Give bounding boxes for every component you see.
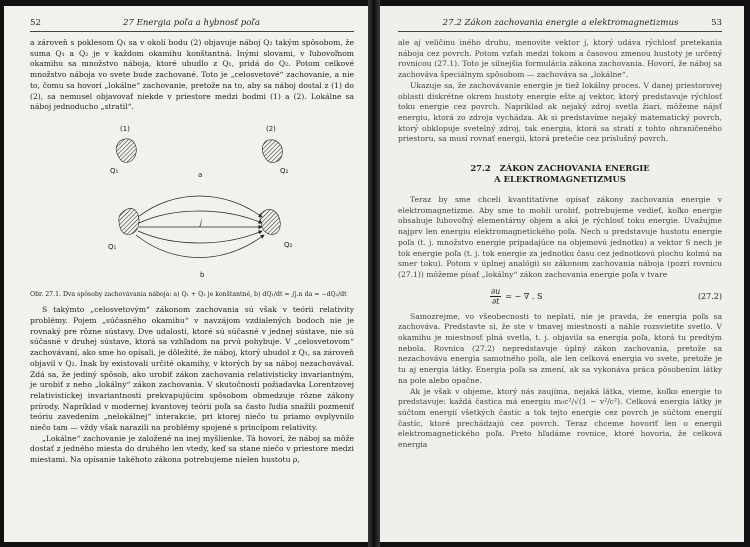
section-title-line-2: A ELEKTROMAGNETIZMUS (494, 174, 626, 185)
figure-label-2: (2) (266, 124, 276, 133)
figure-label-1: (1) (120, 124, 130, 133)
figure-label-a: a (198, 170, 203, 179)
figure-27-1 (34, 119, 354, 289)
right-paragraph-1: ale aj veličinu iného druhu, menovite vektor j, ktorý udáva rýchlosť pretekania náboja cez povrch. Potom vzťah medzi tokom a časovou zmenou hustoty je určený rovnicou (27.1). Toto je silnejšia formulácia zákona zachovania. Hovorí, že náboj sa zachováva špeciálnym spôsobom — zachováva sa „lokálne“. (398, 38, 722, 80)
figure-caption: Obr. 27.1. Dva spôsoby zachovávania náboja: a) Q₁ + Q₂ je konštantné, b) dQ₁/dt = ∫j.n da = −dQ₂/dt (30, 290, 347, 298)
figure-label-b: b (200, 270, 205, 279)
left-running-head: 27 Energia poľa a hybnosť poľa (122, 18, 260, 28)
right-paragraph-5: Ak je však v objeme, ktorý nás zaujíma, nejaká látka, vieme, koľko energie to predstavuje: každá častica má energiu m₀c²/√(1 − v²/c²). Celková energia látky je súčtom energií všetkých častíc a tok tejto energie cez povrch je súčtom energií častíc, ktoré prechádzajú cez povrch. Teraz chceme hovoriť len o energii elektromagnetického poľa. Preto hľadáme rovnice, ktoré hovoria, že celková energia (398, 386, 722, 450)
right-paragraph-4: Samozrejme, vo všeobecnosti to neplatí, nie je pravda, že energia poľa sa zachováva. Predstavte si, že ste v tmavej miestnosti a náhle rozsvietite svetlo. V okamihu je miestnosť plná svetla, t. j. objavila sa energia poľa, ktorá tu predtým nebola. Rovnica (27.2) nepredstavuje úplný zákon zachovania, pretože sa nezachováva energia samotného poľa, ale len celková energia vo svete, pretože je tu aj energia látky. Energia poľa sa zmení, ak sa vykonáva práca pôsobením látky na pole alebo opačne. (398, 311, 722, 385)
equation-rhs: = − ∇ . S (505, 291, 543, 301)
figure-q1-b: Q₁ (108, 242, 117, 251)
section-heading (398, 163, 722, 185)
current-line-4 (138, 231, 262, 243)
left-running-header (30, 18, 354, 32)
charge-conservation-diagram (34, 119, 354, 289)
section-number: 27.2 (470, 163, 491, 174)
left-paragraph-2: S takýmto „celosvetovým“ zákonom zachovania sú však v teórii relativity problémy. Pojem „súčasného okamihu“ v navzájom vzdialených bodoch nie je rovnaký pre rôzne sústavy. Dve udalosti, ktoré sú súčasné v jednej sústave, nie sú súčasné v druhej sústave, ktorá sa vzhľadom na prvú pohybuje. V „celosvetovom“ zachovávaní, ako sme ho opísali, je dôležité, že náboj, ktorý ubudol z Q₁, sa zároveň objavil v Q₂. Inak by existovali určité okamihy, v ktorých by sa náboj nezachovával. Zdá sa, že jediný spôsob, ako urobiť zákon zachovania relativisticky invariantným, je urobiť z neho „lokálny“ zákon zachovania. V skutočnosti požiadavka Lorentzovej relativistickej invariantnosti prekvapujúcim spôsobom obmedzuje rôzne zákony prírody. Napríklad v modernej kvantovej teórii poľa sa často ľudia snažili pozmeniť teóriu zavedením „nelokálnej“ interakcie, pri ktorej niečo tu priamo ovplyvnilo niečo tam — vždy však narazili na problémy spojené s princípom relativity. (30, 305, 354, 433)
figure-q1-a: Q₁ (110, 166, 119, 175)
left-paragraph-1: a zároveň s poklesom Q₁ sa v okolí bodu (2) objavuje náboj Q₂ takým spôsobom, že suma Q₁ a Q₂ je v každom okamihu konštantná. Inými slovami, v ľubovoľnom okamihu sa množstvo náboja, ktoré ubudlo z Q₁, pridá do Q₂. Potom celkové množstvo náboja vo svete bude zachované. Toto je „celosvetové“ zachovanie, a nie to, čomu sa hovorí „lokálne“ zachovanie, pretože na to, aby sa náboj dostal z (1) do (2), sa nemusel objavovať niekde v priestore medzi bodmi (1) a (2). Lokálne sa náboj jednoducho „stratil“. (30, 38, 354, 112)
equation-number: (27.2) (697, 291, 722, 301)
right-paragraph-2: Ukazuje sa, že zachovávanie energie je tiež lokálny proces. V danej priestorovej oblasti diskrétne okrem hustoty energie ešte aj vektor, ktorý predstavuje rýchlosť toku energie cez povrch. Napríklad ak nejaký zdroj svetla žiari, môžeme nájsť energiu, ktorá zo zdroja vychádza. Ak si predstavíme nejaký matematický povrch, ktorý obklopuje svetelný zdroj, tak energia, ktorá sa stratí z tohto ohraničeného priestoru, sa musí rovnať energii, ktorá pretečie cez príslušný povrch. (398, 80, 722, 144)
equation-denominator: ∂t (491, 296, 500, 306)
section-title-line-1: ZÁKON ZACHOVANIA ENERGIE (499, 163, 650, 174)
figure-q2-b: Q₂ (284, 240, 293, 249)
book-gutter (368, 0, 380, 547)
charge-region-2b (260, 209, 280, 234)
charge-region-2a (262, 140, 282, 163)
current-line-5 (136, 235, 264, 258)
charge-region-1b (119, 208, 139, 234)
left-paragraph-3: „Lokálne“ zachovanie je založené na inej myšlienke. Tá hovorí, že náboj sa môže dostať z jedného miesta do druhého len vtedy, keď sa stane niečo v priestore medzi miestami. Na opísanie takéhoto zákona potrebujeme nielen hustotu ρ, (30, 433, 354, 465)
charge-region-1a (116, 139, 136, 162)
equation-fraction (490, 287, 501, 306)
right-paragraph-3: Teraz by sme chceli kvantitatívne opísať zákony zachovania energie v elektromagnetizme. Aby sme to mohli urobiť, potrebujeme vedieť, koľko energie obsahuje ľubovoľný elementárny objem a aká je rýchlosť toku energie. Uvažujme najprv len energiu elektromagnetického poľa. Nech u predstavuje hustotu energie poľa (t. j. množstvo energie pripadajúce na objemovú jednotku) a vektor S nech je tok energie poľa (t. j. tok energie za jednotku času cez jednotkovú plochu kolmú na smer toku). Potom v úplnej analógii so zákonom zachovania náboja (pozri rovnicu (27.1)) môžeme písať „lokálny“ zákon zachovania energie poľa v tvare (398, 195, 722, 279)
current-line-1 (138, 196, 262, 217)
equation-numerator: ∂u (491, 286, 501, 296)
equation-27-2 (398, 287, 722, 306)
figure-q2-a: Q₂ (280, 166, 289, 175)
figure-label-j: j (200, 218, 202, 227)
right-page-number: 53 (711, 18, 722, 28)
right-running-head: 27.2 Zákon zachovania energie a elektromagnetizmus (442, 18, 679, 28)
left-page-number: 52 (30, 18, 41, 28)
right-page (380, 6, 744, 542)
left-page (4, 6, 368, 542)
right-running-header (398, 18, 722, 32)
